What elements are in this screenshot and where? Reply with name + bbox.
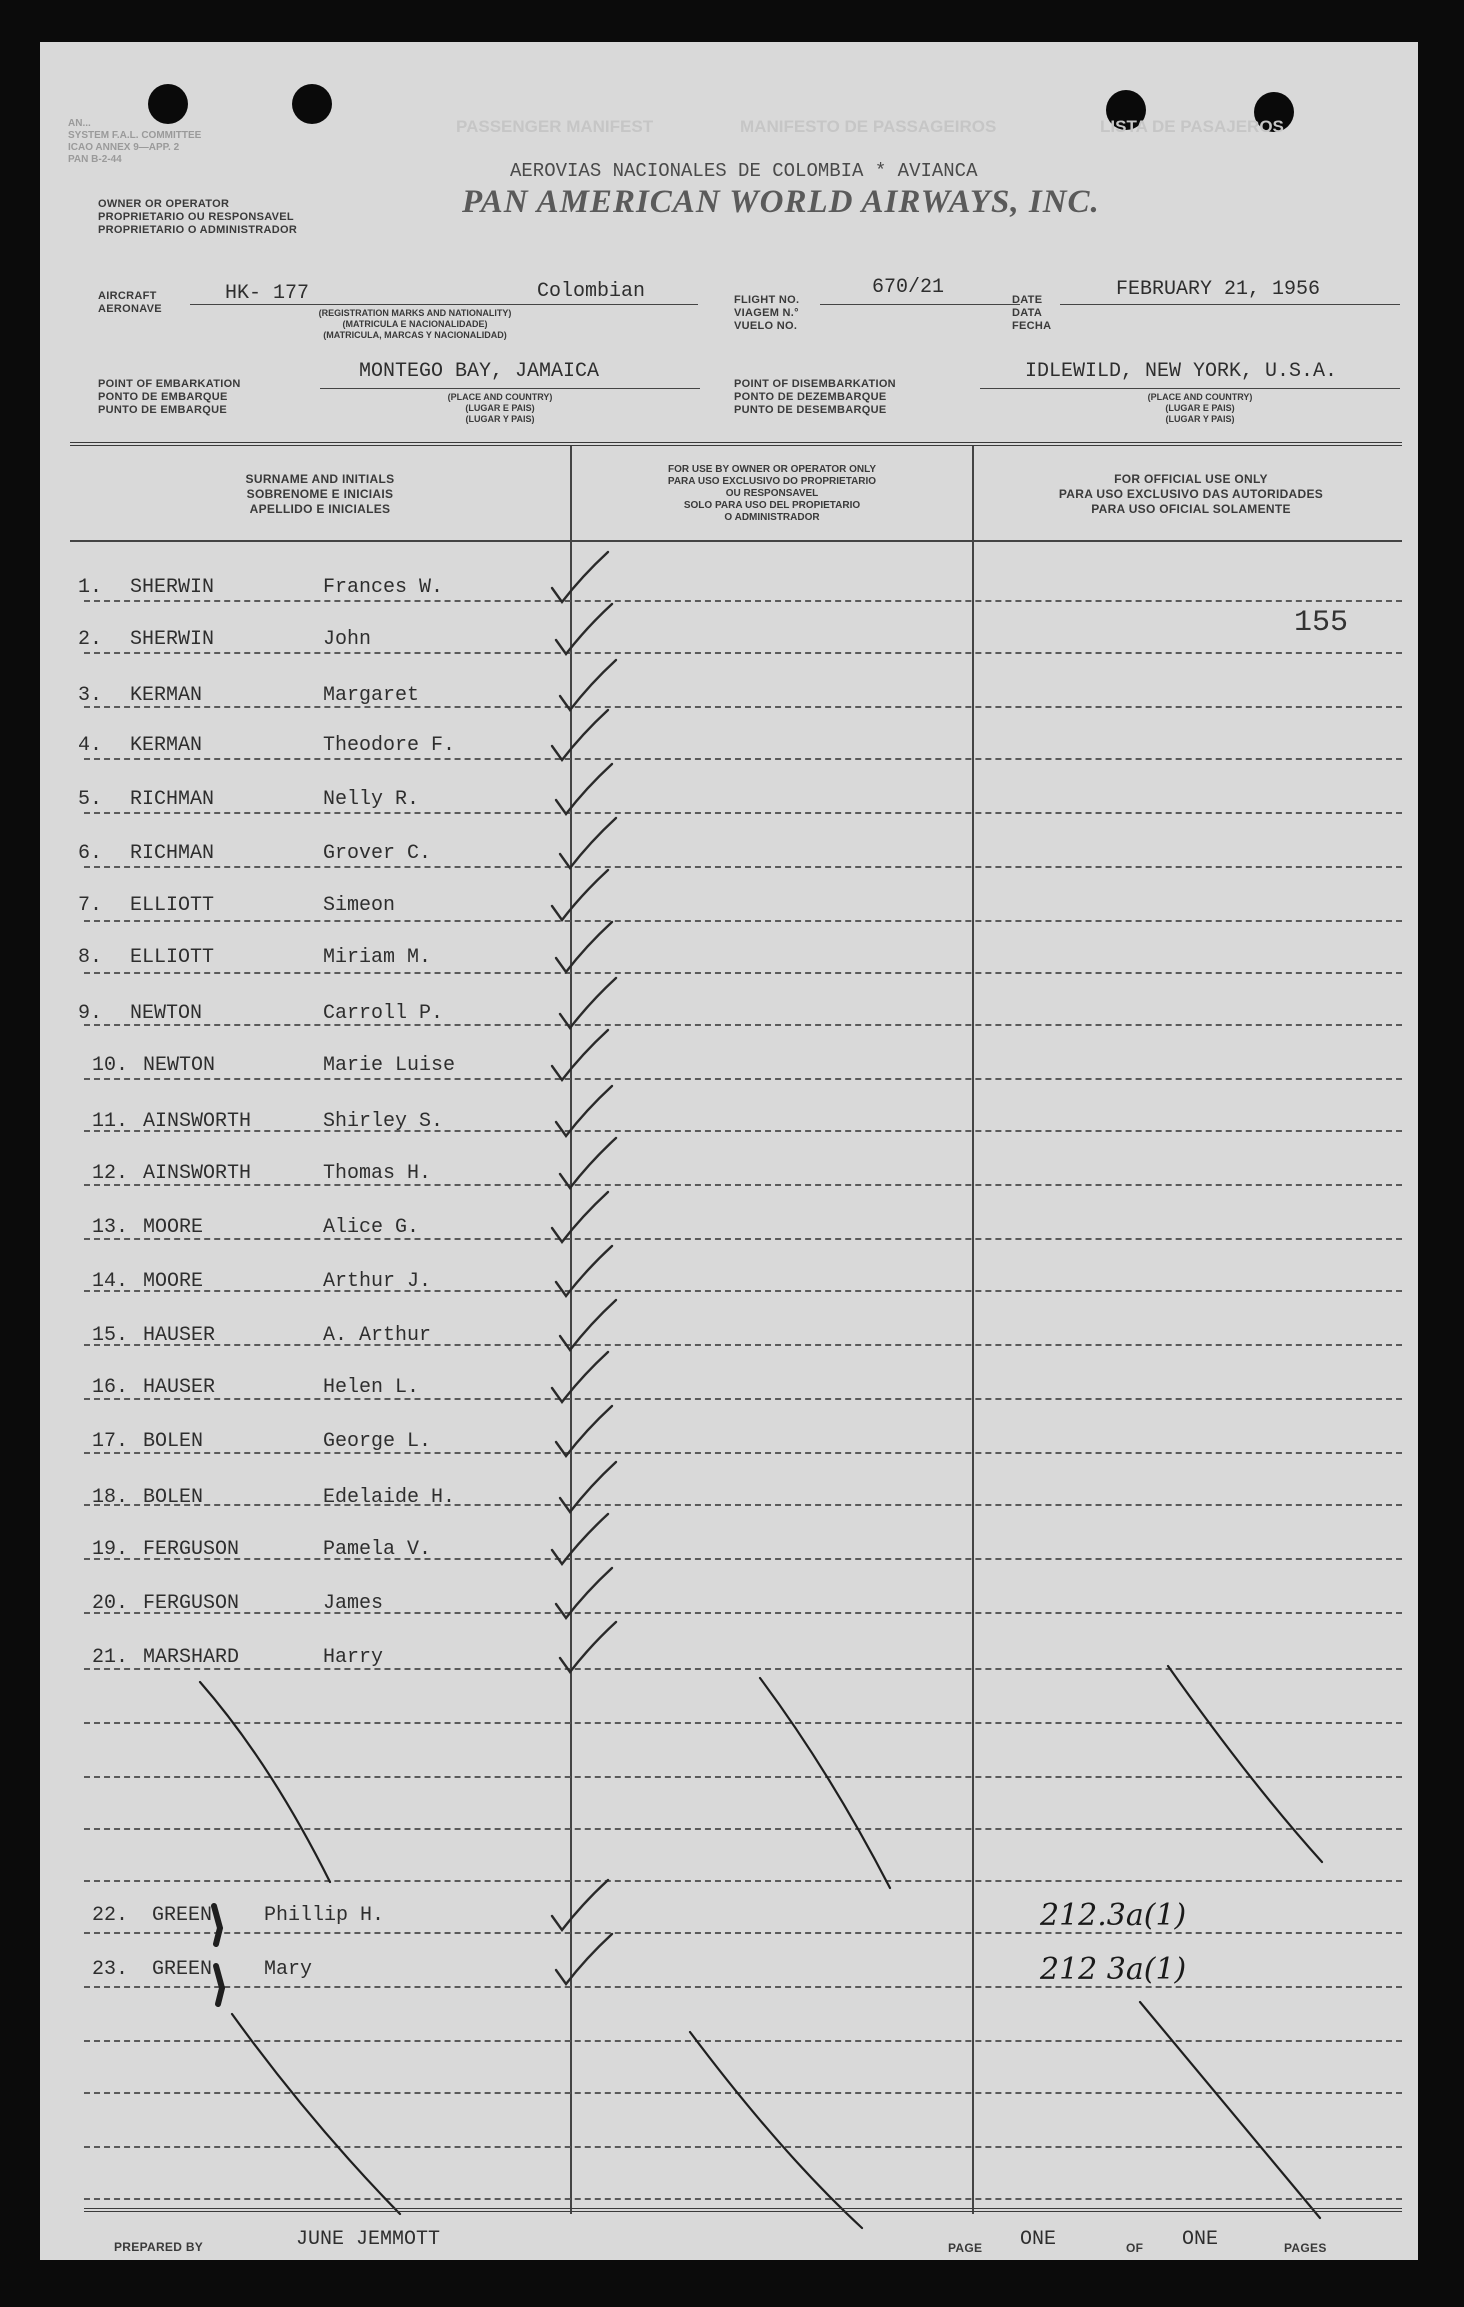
date-label-line: DATA (1012, 307, 1043, 319)
passenger-surname: GREEN (152, 1958, 213, 1981)
check-mark (560, 1138, 616, 1188)
passenger-number: 15. (92, 1324, 129, 1347)
embarkation-label-line: PONTO DE EMBARQUE (98, 391, 228, 403)
passenger-surname: KERMAN (130, 684, 203, 707)
owner-header-line: O ADMINISTRADOR (724, 512, 820, 523)
cancel-strokes (200, 1666, 1322, 2228)
passenger-given-name: Edelaide H. (323, 1486, 456, 1509)
official-note-23: 212 3a(1) (1040, 1952, 1187, 1987)
check-mark (560, 978, 616, 1028)
passenger-number: 13. (92, 1216, 129, 1239)
check-mark (560, 818, 616, 868)
owner-header-line: FOR USE BY OWNER OR OPERATOR ONLY (668, 464, 876, 475)
names-header-line: SURNAME AND INITIALS (245, 472, 395, 486)
check-mark (556, 604, 612, 654)
date-label-line: DATE (1012, 294, 1043, 306)
aircraft-nationality: Colombian (537, 280, 646, 303)
passenger-surname: SHERWIN (130, 576, 215, 599)
prepared-label-line: PREPARED BY (114, 2240, 204, 2254)
manifest-sheet (40, 42, 1418, 2260)
passenger-surname: ELLIOTT (130, 946, 215, 969)
passenger-number: 16. (92, 1376, 129, 1399)
aircraft-label-line: AIRCRAFT (98, 290, 157, 302)
passenger-surname: RICHMAN (130, 788, 215, 811)
check-mark (552, 1880, 608, 1930)
cancel-stroke (1168, 1666, 1322, 1862)
passenger-given-name: George L. (323, 1430, 432, 1453)
passenger-surname: AINSWORTH (143, 1110, 252, 1133)
owner-label-line: OWNER OR OPERATOR (98, 198, 230, 210)
passenger-surname: ELLIOTT (130, 894, 215, 917)
check-mark (556, 1934, 612, 1984)
passenger-surname: BOLEN (143, 1486, 204, 1509)
passenger-surname: FERGUSON (143, 1538, 240, 1561)
prepared-by-label (114, 2242, 203, 2253)
passenger-given-name: Simeon (323, 894, 396, 917)
passenger-given-name: James (323, 1592, 384, 1615)
check-mark (552, 710, 608, 760)
passenger-number: 8. (78, 946, 103, 969)
names-header-line: APELLIDO E INICIALES (249, 502, 391, 516)
aircraft-registration: HK- 177 (225, 282, 310, 305)
green-mark (216, 1966, 222, 2004)
passenger-given-name: Mary (264, 1958, 313, 1981)
disembarkation-sublabel-line: (PLACE AND COUNTRY) (1147, 392, 1253, 402)
check-mark (556, 1568, 612, 1618)
disembarkation-label-line: PUNTO DE DESEMBARQUE (734, 404, 887, 416)
passenger-number: 4. (78, 734, 103, 757)
passenger-given-name: Marie Luise (323, 1054, 456, 1077)
passenger-given-name: Harry (323, 1646, 384, 1669)
flight-label-line: VUELO NO. (734, 320, 798, 332)
passenger-number: 17. (92, 1430, 129, 1453)
passenger-number: 21. (92, 1646, 129, 1669)
embarkation-place: MONTEGO BAY, JAMAICA (359, 360, 600, 383)
check-mark (552, 552, 608, 602)
embarkation-label-line: PUNTO DE EMBARQUE (98, 404, 227, 416)
passenger-surname: HAUSER (143, 1376, 216, 1399)
embarkation-sublabel-line: (LUGAR E PAIS) (465, 403, 535, 413)
check-mark (552, 1352, 608, 1402)
passenger-given-name: Theodore F. (323, 734, 456, 757)
footer-rule (84, 2208, 1402, 2212)
passenger-surname: KERMAN (130, 734, 203, 757)
passenger-number: 19. (92, 1538, 129, 1561)
passenger-given-name: Grover C. (323, 842, 432, 865)
prepared-by-value: JUNE JEMMOTT (296, 2228, 441, 2251)
check-mark (552, 1192, 608, 1242)
passenger-given-name: Carroll P. (323, 1002, 444, 1025)
passenger-given-name: Phillip H. (264, 1904, 385, 1927)
owner-header-line: PARA USO EXCLUSIVO DO PROPRIETARIO (667, 476, 877, 487)
check-mark (556, 1406, 612, 1456)
owner-label-line: PROPRIETARIO OU RESPONSAVEL (98, 211, 294, 223)
cancel-stroke (1140, 2002, 1320, 2218)
passenger-surname: SHERWIN (130, 628, 215, 651)
passenger-number: 7. (78, 894, 103, 917)
passenger-number: 2. (78, 628, 103, 651)
cancel-stroke (200, 1682, 330, 1882)
aircraft-sublabel-line: (MATRICULA, MARCAS Y NACIONALIDAD) (323, 330, 507, 340)
disembarkation-label-line: POINT OF DISEMBARKATION (734, 378, 896, 390)
passenger-surname: MOORE (143, 1270, 204, 1293)
passenger-number: 11. (92, 1110, 129, 1133)
form-reference-line: ICAO ANNEX 9—APP. 2 (68, 142, 180, 153)
passenger-surname: GREEN (152, 1904, 213, 1927)
check-mark (552, 870, 608, 920)
embarkation-label-line: POINT OF EMBARKATION (98, 378, 241, 390)
passenger-given-name: Nelly R. (323, 788, 420, 811)
form-reference-line: AN... (68, 118, 91, 129)
pages-label: PAGES (1284, 2241, 1327, 2255)
disembarkation-sublabel-line: (LUGAR Y PAIS) (1165, 414, 1235, 424)
passenger-given-name: John (323, 628, 372, 651)
owner-header-line: OU RESPONSAVEL (725, 488, 819, 499)
check-mark (556, 764, 612, 814)
form-reference-line: SYSTEM F.A.L. COMMITTEE (68, 130, 202, 141)
passenger-surname: BOLEN (143, 1430, 204, 1453)
total-pages: ONE (1182, 2228, 1219, 2251)
official-note-22: 212.3a(1) (1040, 1898, 1187, 1933)
manifest-title-es: LISTA DE PASAJEROS (1100, 117, 1284, 136)
check-mark (560, 1300, 616, 1350)
passenger-number: 22. (92, 1904, 129, 1927)
aircraft-label-line: AERONAVE (98, 303, 162, 315)
official-header-line: PARA USO OFICIAL SOLAMENTE (1091, 502, 1291, 516)
flight-label-line: VIAGEM N.° (734, 307, 799, 319)
check-mark (552, 1030, 608, 1080)
passenger-number: 12. (92, 1162, 129, 1185)
check-mark (556, 1086, 612, 1136)
disembarkation-sublabel-line: (LUGAR E PAIS) (1165, 403, 1235, 413)
of-label: OF (1126, 2241, 1144, 2255)
passenger-given-name: A. Arthur (323, 1324, 432, 1347)
form-reference-line: PAN B-2-44 (68, 154, 122, 165)
passenger-given-name: Shirley S. (323, 1110, 444, 1133)
green-mark (214, 1906, 220, 1944)
official-header-line: FOR OFFICIAL USE ONLY (1114, 472, 1268, 486)
passenger-given-name: Alice G. (323, 1216, 420, 1239)
manifest-title: PASSENGER MANIFEST (456, 117, 654, 136)
flight-label-line: FLIGHT NO. (734, 294, 800, 306)
passenger-surname: AINSWORTH (143, 1162, 252, 1185)
check-mark (560, 1622, 616, 1672)
manifest-title-pt: MANIFESTO DE PASSAGEIROS (740, 117, 997, 136)
aircraft-sublabel-line: (REGISTRATION MARKS AND NATIONALITY) (318, 308, 512, 318)
passenger-given-name: Margaret (323, 684, 420, 707)
passenger-number: 14. (92, 1270, 129, 1293)
handwritten-marks (40, 42, 1418, 2260)
embarkation-sublabel-line: (PLACE AND COUNTRY) (447, 392, 553, 402)
flight-number: 670/21 (872, 276, 945, 299)
operator-name-typed: AEROVIAS NACIONALES DE COLOMBIA * AVIANCA (510, 160, 978, 182)
passenger-surname: FERGUSON (143, 1592, 240, 1615)
passenger-number: 20. (92, 1592, 129, 1615)
passenger-number: 23. (92, 1958, 129, 1981)
disembarkation-label-line: PONTO DE DEZEMBARQUE (734, 391, 887, 403)
passenger-given-name: Helen L. (323, 1376, 420, 1399)
passenger-number: 10. (92, 1054, 129, 1077)
page-number: ONE (1020, 2228, 1057, 2251)
passenger-given-name: Frances W. (323, 576, 444, 599)
flight-date: FEBRUARY 21, 1956 (1116, 278, 1321, 301)
check-mark (560, 1462, 616, 1512)
aircraft-sublabel-line: (MATRICULA E NACIONALIDADE) (342, 319, 488, 329)
passenger-number: 3. (78, 684, 103, 707)
passenger-number: 6. (78, 842, 103, 865)
owner-label-line: PROPRIETARIO O ADMINISTRADOR (98, 224, 298, 236)
passenger-surname: RICHMAN (130, 842, 215, 865)
check-mark (556, 922, 612, 972)
cancel-stroke (690, 2032, 862, 2228)
embarkation-sublabel-line: (LUGAR Y PAIS) (465, 414, 535, 424)
check-marks (552, 552, 616, 1984)
owner-header-line: SOLO PARA USO DEL PROPIETARIO (683, 500, 861, 511)
official-header-line: PARA USO EXCLUSIVO DAS AUTORIDADES (1058, 487, 1324, 501)
passenger-surname: NEWTON (143, 1054, 216, 1077)
passenger-number: 5. (78, 788, 103, 811)
names-header-line: SOBRENOME E INICIAIS (246, 487, 394, 501)
passenger-surname: MARSHARD (143, 1646, 240, 1669)
passenger-given-name: Miriam M. (323, 946, 432, 969)
cancel-stroke (232, 2014, 400, 2214)
passenger-surname: HAUSER (143, 1324, 216, 1347)
check-mark (556, 1246, 612, 1296)
disembarkation-place: IDLEWILD, NEW YORK, U.S.A. (1025, 360, 1338, 383)
passenger-given-name: Thomas H. (323, 1162, 432, 1185)
passenger-surname: MOORE (143, 1216, 204, 1239)
passenger-surname: NEWTON (130, 1002, 203, 1025)
page-label: PAGE (948, 2241, 983, 2255)
date-label-line: FECHA (1012, 320, 1052, 332)
passenger-number: 1. (78, 576, 103, 599)
official-count-stamp: 155 (1294, 606, 1349, 640)
operator-brand: PAN AMERICAN WORLD AIRWAYS, INC. (462, 184, 1100, 220)
passenger-number: 9. (78, 1002, 103, 1025)
check-mark (560, 660, 616, 710)
cancel-stroke (760, 1678, 890, 1888)
passenger-given-name: Arthur J. (323, 1270, 432, 1293)
passenger-given-name: Pamela V. (323, 1538, 432, 1561)
check-mark (552, 1514, 608, 1564)
passenger-number: 18. (92, 1486, 129, 1509)
